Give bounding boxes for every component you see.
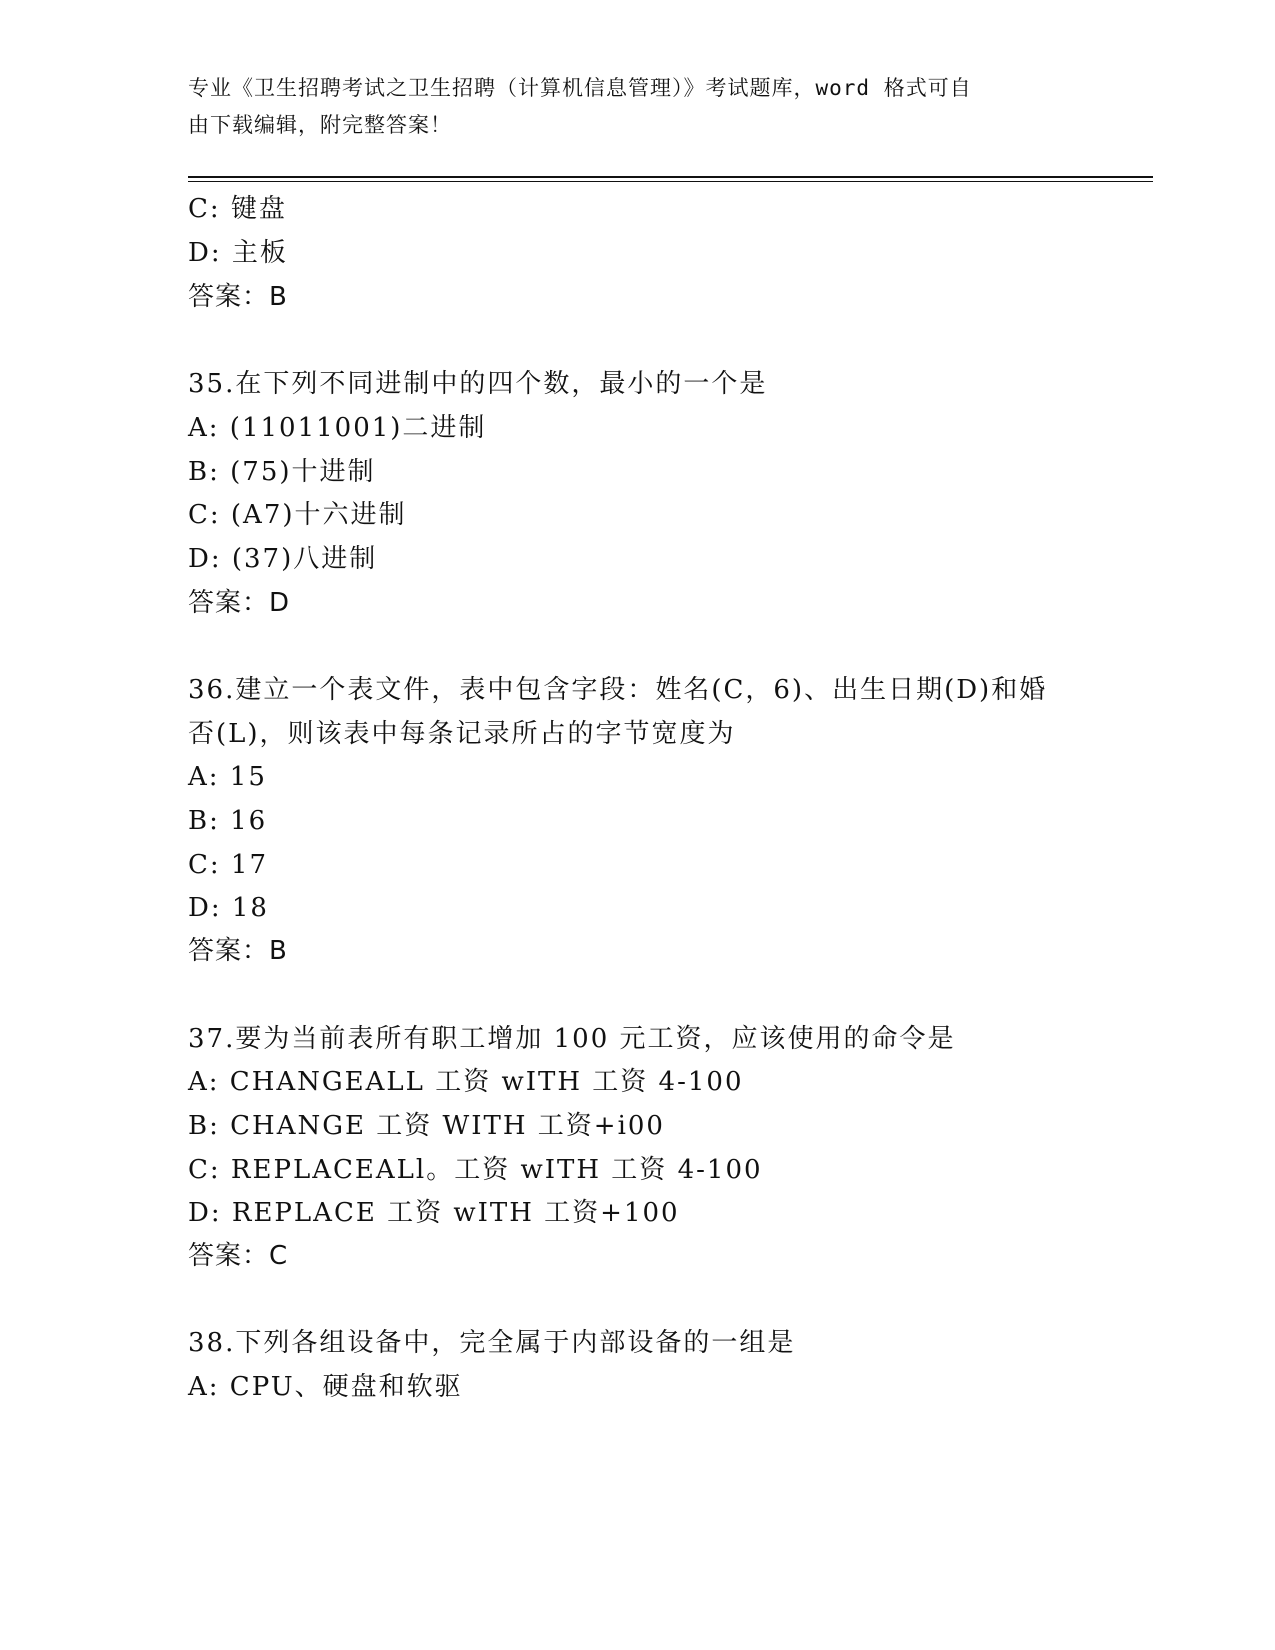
- question-38-option-a: A: CPU、硬盘和软驱: [188, 1372, 463, 1402]
- question-35-option-c: C: (A7)十六进制: [188, 500, 407, 530]
- header-line-2: 由下载编辑，附完整答案！: [188, 113, 452, 137]
- question-37-option-c: C: REPLACEALl。工资 wITH 工资 4-100: [188, 1155, 763, 1185]
- question-35-answer: 答案：D: [188, 588, 291, 618]
- question-37-stem: 37.要为当前表所有职工增加 100 元工资，应该使用的命令是: [188, 1024, 956, 1054]
- question-38-stem: 38.下列各组设备中，完全属于内部设备的一组是: [188, 1328, 796, 1358]
- question-36-stem-line-1: 36.建立一个表文件，表中包含字段：姓名(C，6)、出生日期(D)和婚: [188, 675, 1048, 705]
- question-36-option-b: B: 16: [188, 806, 268, 836]
- document-header: [188, 70, 1068, 144]
- question-37-option-b: B: CHANGE 工资 WITH 工资+i00: [188, 1111, 665, 1141]
- answer-label: 答案：B: [188, 282, 288, 312]
- question-36-option-d: D: 18: [188, 893, 269, 923]
- question-35-option-b: B: (75)十进制: [188, 457, 376, 487]
- question-37-answer: 答案：C: [188, 1241, 289, 1271]
- header-divider-thick: [188, 176, 1153, 178]
- question-35-option-d: D: (37)八进制: [188, 544, 378, 574]
- question-36-stem-line-2: 否(L)，则该表中每条记录所占的字节宽度为: [188, 719, 736, 749]
- header-line-1: 专业《卫生招聘考试之卫生招聘（计算机信息管理）》考试题库，word 格式可自: [188, 76, 972, 100]
- question-36-answer: 答案：B: [188, 936, 288, 966]
- question-35-stem: 35.在下列不同进制中的四个数，最小的一个是: [188, 369, 768, 399]
- header-divider-thin: [188, 181, 1153, 182]
- question-36-option-c: C: 17: [188, 850, 269, 880]
- option-c: C: 键盘: [188, 194, 287, 224]
- question-36-option-a: A: 15: [188, 762, 267, 792]
- question-35-option-a: A: (11011001)二进制: [188, 413, 487, 443]
- option-d: D: 主板: [188, 238, 288, 268]
- question-37-option-a: A: CHANGEALL 工资 wITH 工资 4-100: [188, 1067, 744, 1097]
- question-37-option-d: D: REPLACE 工资 wITH 工资+100: [188, 1198, 680, 1228]
